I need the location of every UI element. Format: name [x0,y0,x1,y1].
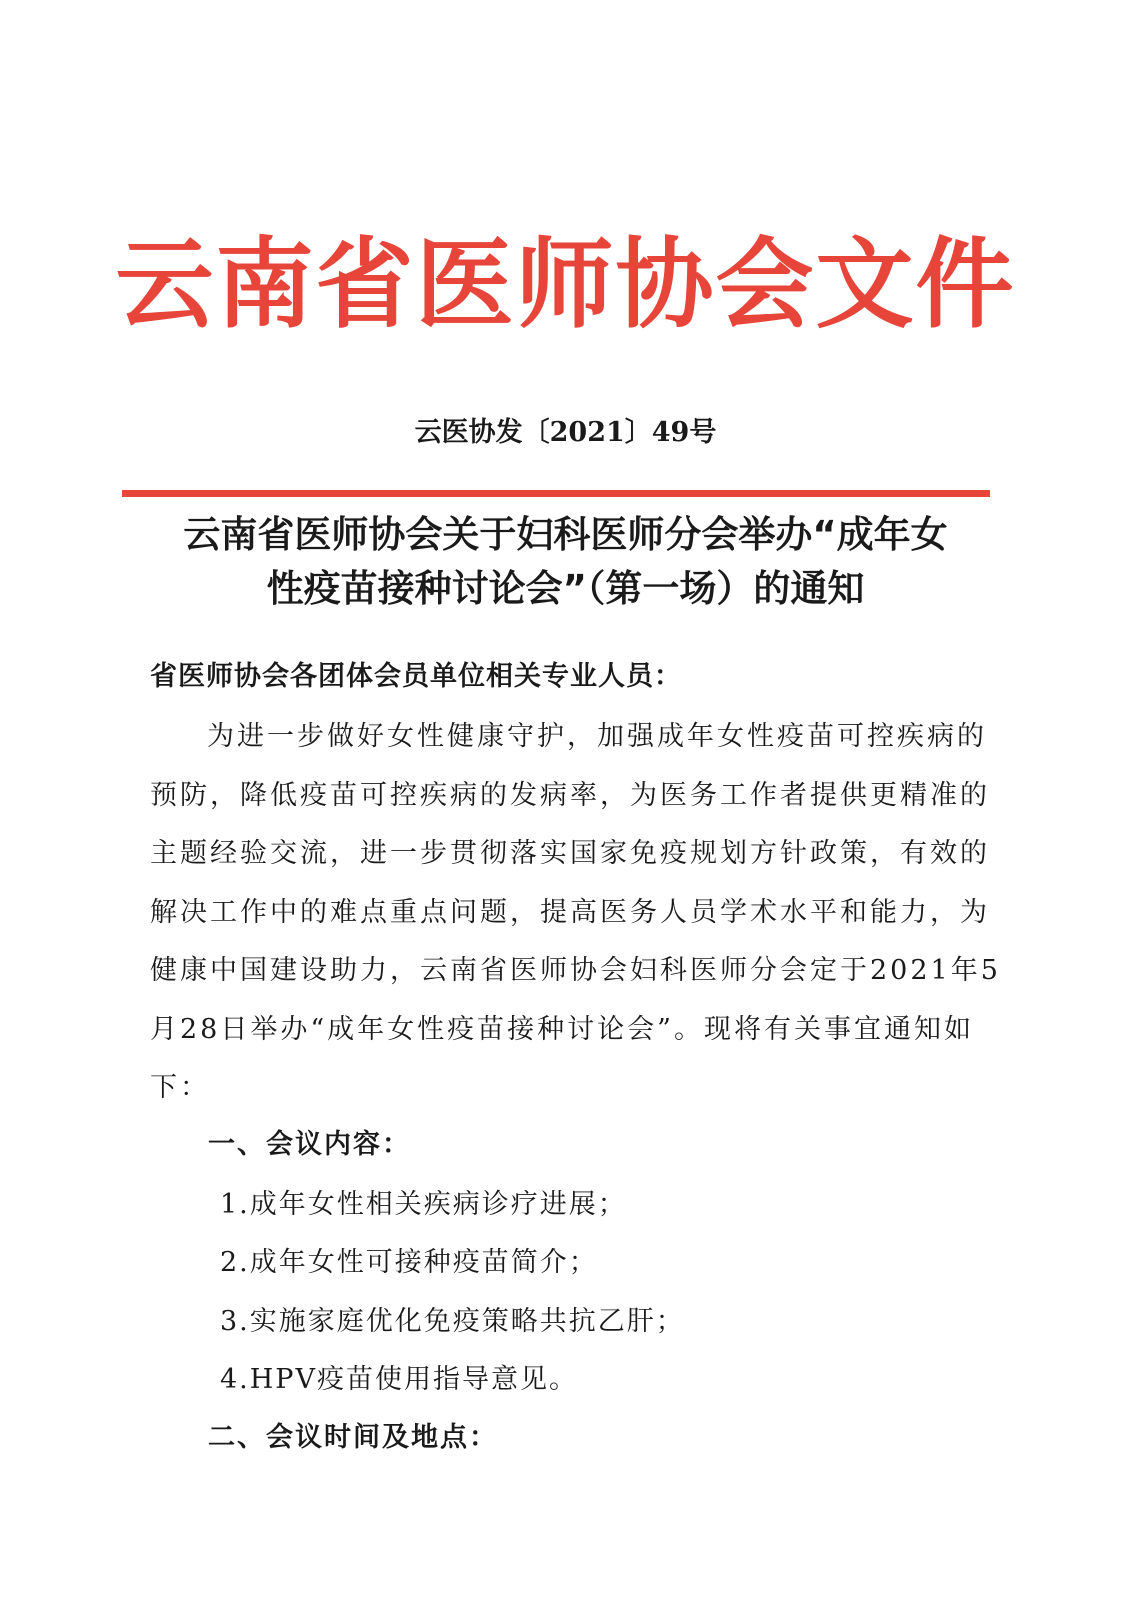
document-number: 云医协发〔2021〕49号 [414,417,717,448]
list-item: 1.成年女性相关疾病诊疗进展； [220,1189,627,1220]
salutation: 省医师协会各团体会员单位相关专业人员： [150,661,682,692]
list-item: 4.HPV疫苗使用指导意见。 [220,1364,578,1395]
list-item: 2.成年女性可接种疫苗简介； [220,1247,598,1278]
body-line-3: 主题经验交流，进一步贯彻落实国家免疫规划方针政策，有效的 [150,838,990,869]
masthead: 云南省医师协会文件 [115,228,1016,342]
body-line-7: 下： [150,1072,210,1103]
document-title [100,508,1031,616]
red-divider [122,490,990,497]
body-line-2: 预防，降低疫苗可控疾病的发病率，为医务工作者提供更精准的 [150,780,990,811]
section-heading-2: 二、会议时间及地点： [208,1422,498,1453]
title-line-2: 性疫苗接种讨论会”（第一场）的通知 [266,567,865,610]
body-line-1: 为进一步做好女性健康守护，加强成年女性疫苗可控疾病的 [207,721,987,752]
body-line-5: 健康中国建设助力，云南省医师协会妇科医师分会定于2021年5 [150,955,1001,986]
body-line-4: 解决工作中的难点重点问题，提高医务人员学术水平和能力，为 [150,897,990,928]
section-heading-1: 一、会议内容： [208,1129,411,1160]
body-line-6: 月28日举办“成年女性疫苗接种讨论会”。现将有关事宜通知如 [150,1014,974,1045]
title-line-1: 云南省医师协会关于妇科医师分会举办“成年女 [183,513,948,556]
list-item: 3.实施家庭优化免疫策略共抗乙肝； [220,1306,685,1337]
